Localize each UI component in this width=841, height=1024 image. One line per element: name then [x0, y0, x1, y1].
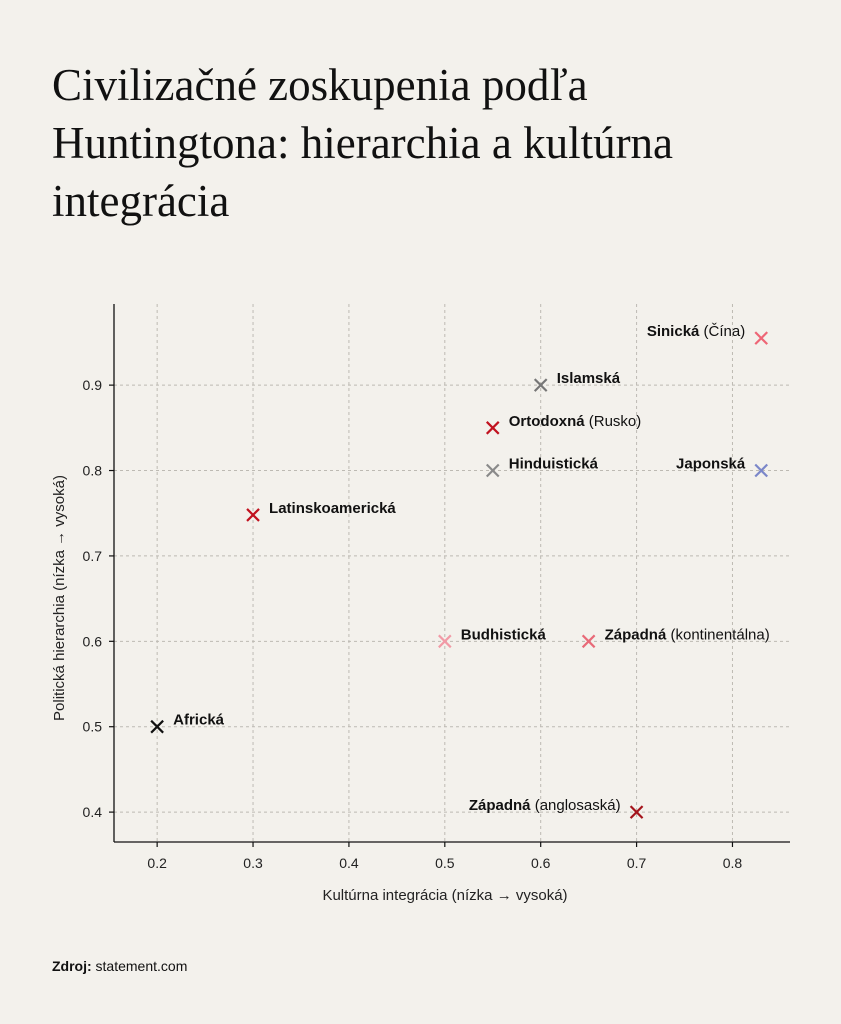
chart-title: Civilizačné zoskupenia podľa Huntingtona: hierarchia a kultúrna integrácia: [52, 60, 674, 226]
y-tick-label: 0.4: [82, 804, 102, 821]
data-point-label: [605, 626, 770, 643]
data-point-label: [557, 370, 621, 387]
source-label: Zdroj:: [52, 958, 92, 974]
point-qualifier: (anglosaská): [530, 797, 621, 815]
y-tick-label: 0.6: [82, 633, 102, 650]
data-point-marker: [755, 332, 767, 344]
point-qualifier: (kontinentálna): [666, 626, 770, 644]
data-point-label: [647, 323, 745, 340]
point-qualifier: (Rusko): [584, 412, 642, 430]
data-point-label: [173, 712, 225, 729]
x-axis-label: Kultúrna integrácia (nízka → vysoká): [322, 887, 568, 904]
source-note: [52, 958, 187, 974]
data-point-label: [461, 626, 547, 643]
data-point-marker: [487, 422, 499, 434]
x-tick-label: 0.6: [530, 855, 551, 871]
point-name: Sinická: [646, 323, 700, 341]
point-name: Islamská: [556, 370, 621, 388]
x-tick-label: 0.4: [339, 855, 359, 871]
point-name: Latinskoamerická: [269, 499, 396, 517]
point-name: Budhistická: [460, 626, 546, 644]
point-qualifier: (Čína): [699, 323, 746, 341]
point-name: Ortodoxná: [508, 412, 585, 430]
x-tick-label: 0.7: [626, 855, 647, 871]
data-point-label: [509, 456, 599, 473]
point-name: Hinduistická: [508, 455, 598, 473]
source-value: statement.com: [95, 958, 188, 974]
x-tick-label: 0.3: [243, 855, 263, 871]
point-name: Africká: [173, 711, 225, 729]
x-tick-label: 0.2: [147, 855, 167, 871]
data-point-label: [509, 413, 642, 430]
y-axis-label: Politická hierarchia (nízka → vysoká): [51, 475, 68, 721]
y-tick-label: 0.7: [82, 547, 102, 564]
x-tick-label: 0.8: [722, 855, 743, 871]
point-name: Západná: [468, 797, 531, 815]
data-point-label: [269, 500, 396, 517]
y-tick-label: 0.5: [82, 718, 102, 735]
data-point-label: [676, 456, 746, 473]
x-tick-label: 0.5: [435, 855, 455, 871]
point-name: Japonská: [676, 455, 746, 473]
point-name: Západná: [604, 626, 667, 644]
y-tick-label: 0.9: [82, 377, 102, 394]
y-tick-label: 0.8: [82, 462, 102, 479]
data-point-label: [469, 797, 621, 814]
